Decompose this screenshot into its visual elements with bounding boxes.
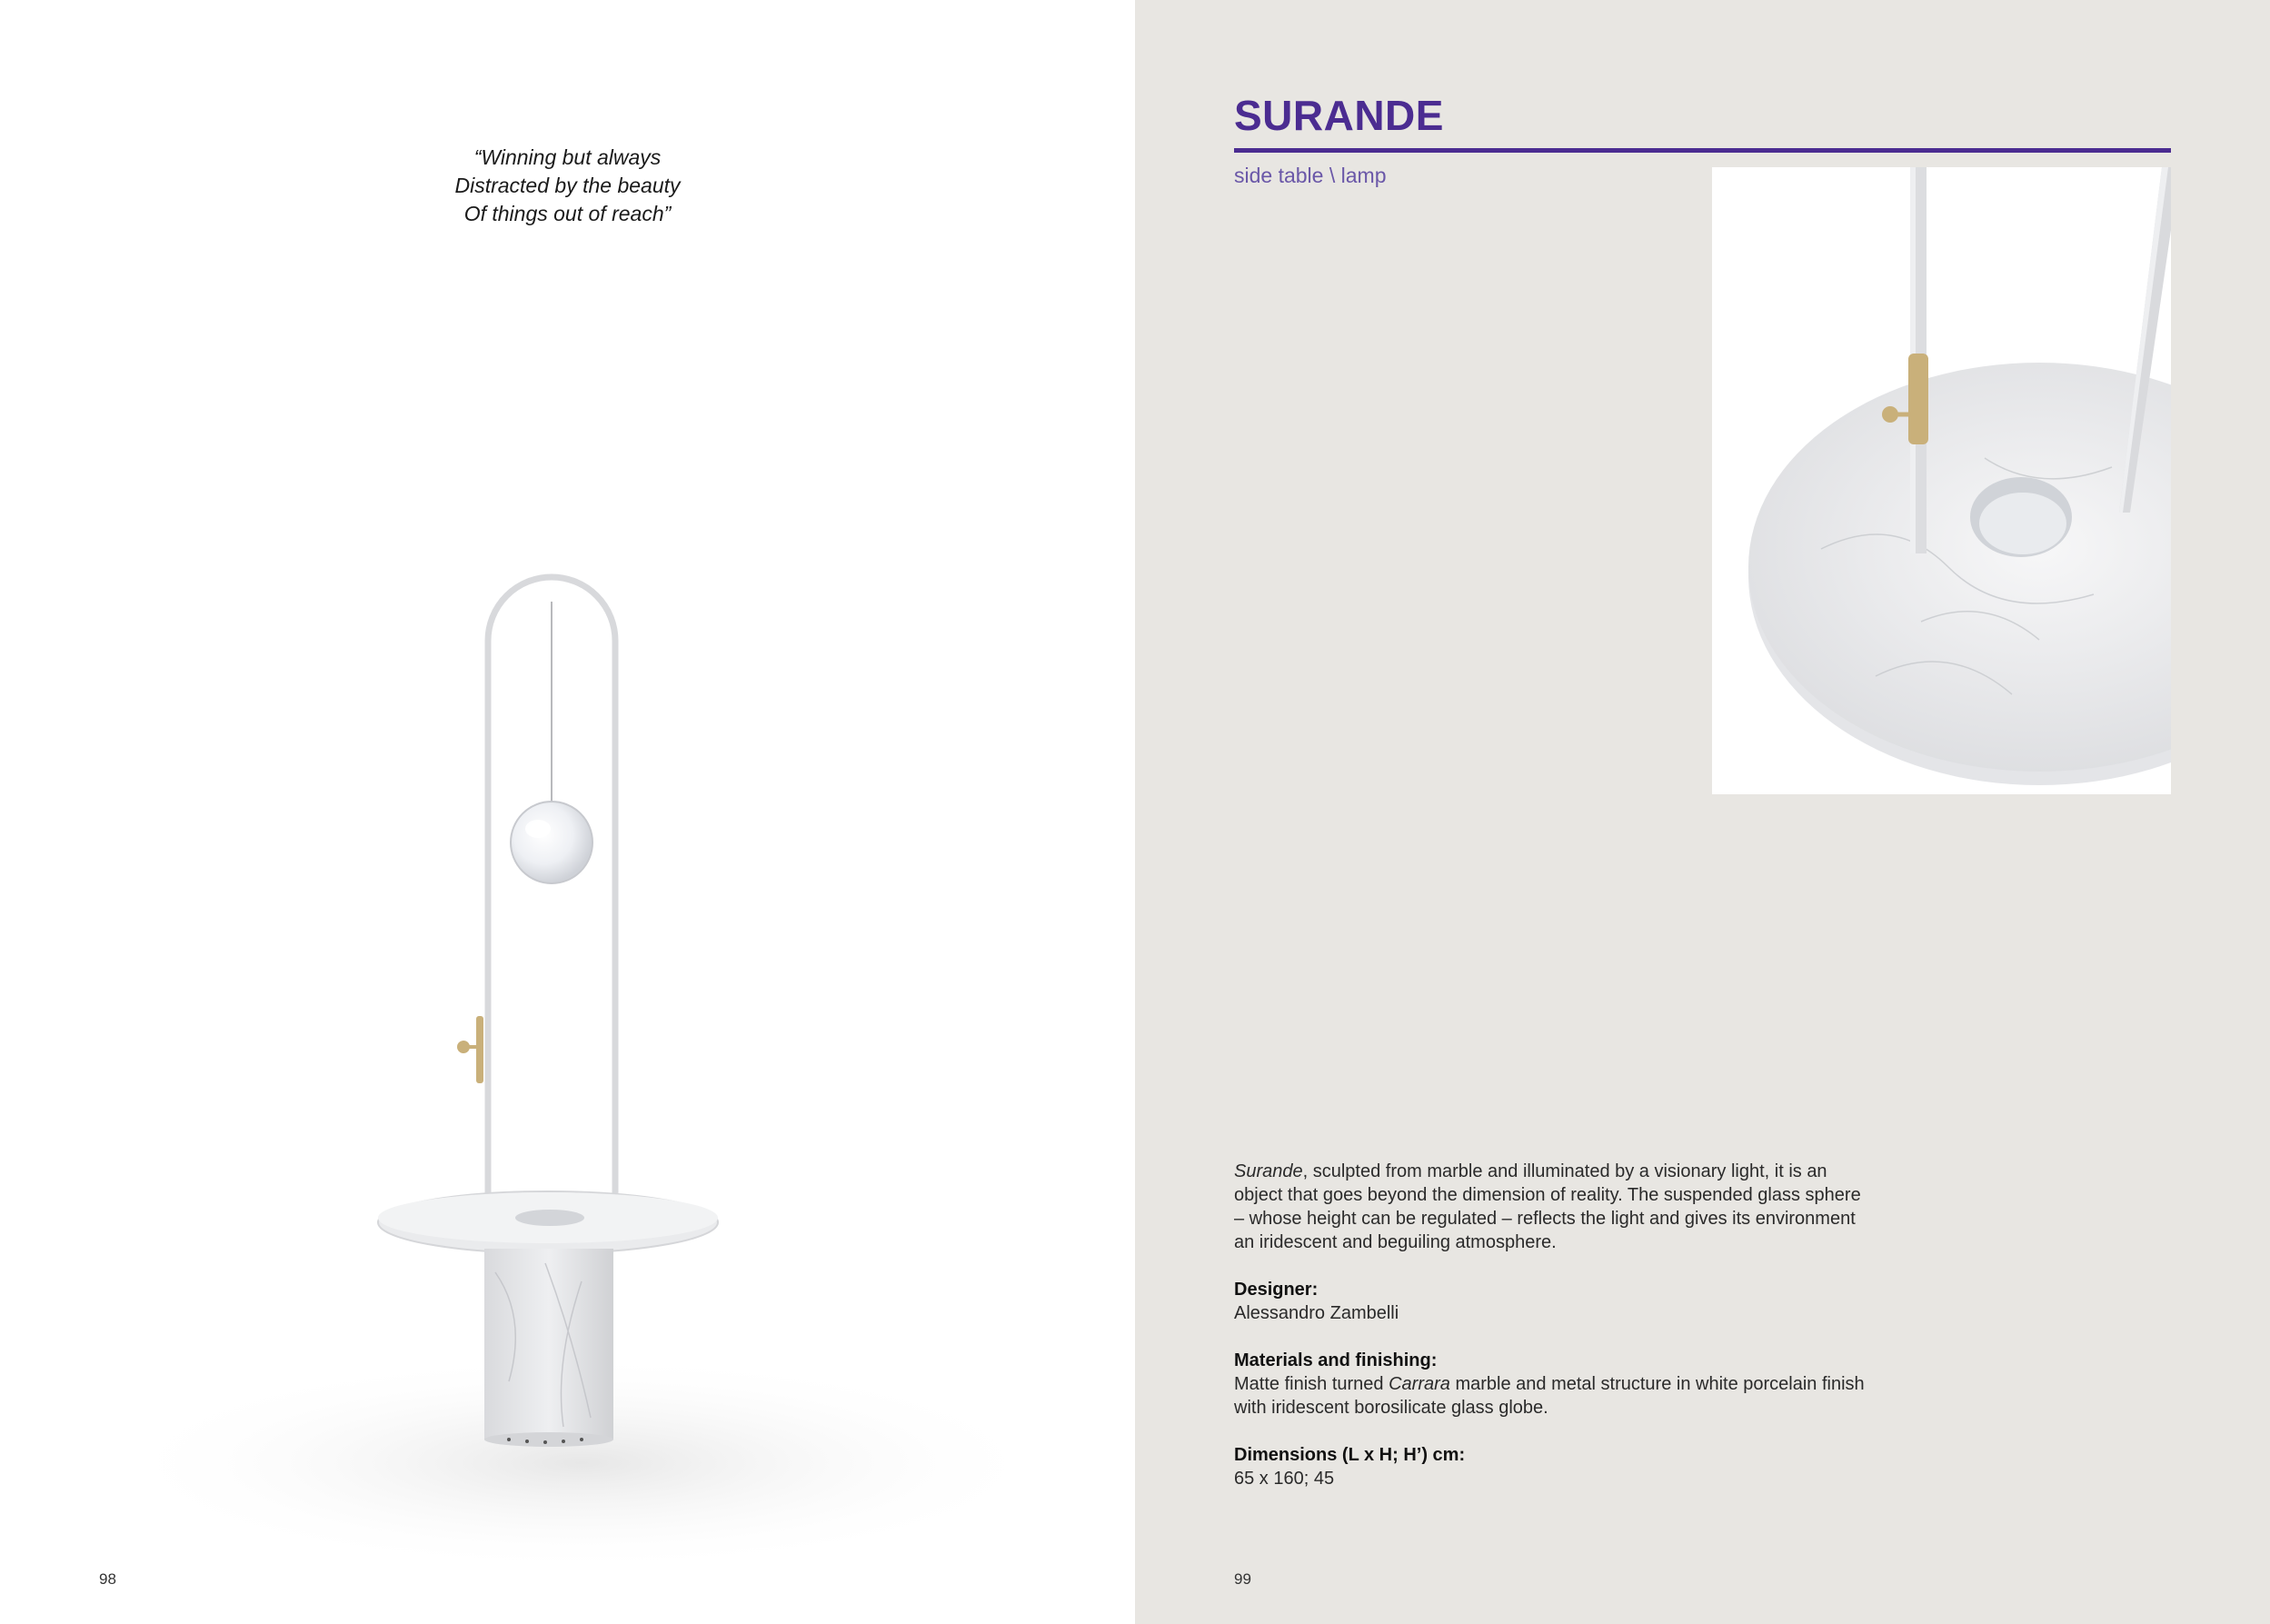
description-text: , sculpted from marble and illuminated by a visionary light, it is an object that goes beyond the dimension of reality. The suspended glass sphere – whose height can be regulated – reflects the light and gives its environment an iridescent and beguiling atmosphere. [1234, 1161, 1861, 1252]
description-paragraph [1234, 1160, 1870, 1254]
dimensions-label: Dimensions (L x H; H’) cm: [1234, 1445, 1466, 1465]
materials-text-after: marble and metal structure in white porcelain finish with iridescent borosilicate glass globe. [1234, 1374, 1865, 1418]
product-subtitle: side table \ lamp [1234, 164, 1387, 187]
page-number: 98 [99, 1570, 116, 1588]
right-page [1135, 0, 2270, 1624]
product-photo [1712, 167, 2171, 794]
designer-label: Designer: [1234, 1280, 1319, 1300]
dimensions-value: 65 x 160; 45 [1234, 1469, 1335, 1489]
materials-text-before: Matte finish turned [1234, 1374, 1389, 1394]
product-name: Surande [1234, 1161, 1303, 1181]
quote-line: Of things out of reach” [463, 202, 672, 225]
product-description [1234, 1160, 1870, 1490]
quote-line: “Winning but always [473, 145, 662, 169]
title-divider [1234, 148, 2171, 153]
page-number: 99 [1234, 1570, 1251, 1588]
materials-value [1234, 1372, 1870, 1420]
materials-label: Materials and finishing: [1234, 1350, 1438, 1370]
designer-value: Alessandro Zambelli [1234, 1303, 1399, 1323]
quote-line: Distracted by the beauty [454, 174, 681, 197]
materials-emphasis: Carrara [1389, 1374, 1450, 1394]
product-title: SURANDE [1234, 92, 1444, 139]
marble-table-closeup-icon [1712, 167, 2171, 794]
